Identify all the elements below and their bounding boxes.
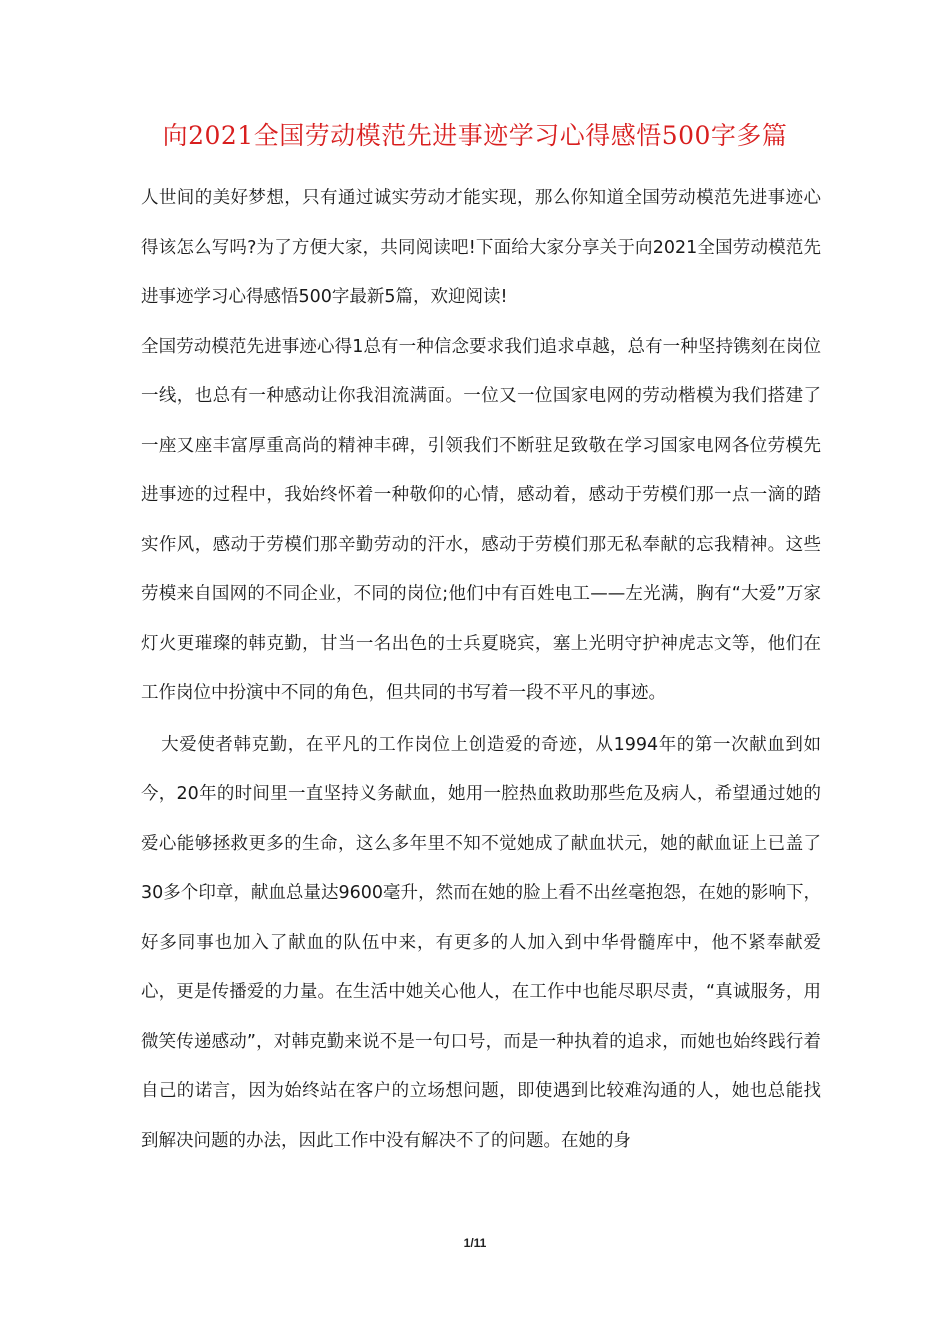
document-body [141,174,821,1166]
intro-paragraph: 人世间的美好梦想，只有通过诚实劳动才能实现，那么你知道全国劳动模范先进事迹心得该怎么写吗?为了方便大家，共同阅读吧!下面给大家分享关于向2021全国劳动模范先进事迹学习心得感悟500字最新5篇，欢迎阅读! [141,188,821,307]
body-paragraph-1: 全国劳动模范先进事迹心得1总有一种信念要求我们追求卓越，总有一种坚持镌刻在岗位一线，也总有一种感动让你我泪流满面。一位又一位国家电网的劳动楷模为我们搭建了一座又座丰富厚重高尚的精神丰碑，引领我们不断驻足致敬在学习国家电网各位劳模先进事迹的过程中，我始终怀着一种敬仰的心情，感动着，感动于劳模们那一点一滴的踏实作风，感动于劳模们那辛勤劳动的汗水，感动于劳模们那无私奉献的忘我精神。这些劳模来自国网的不同企业，不同的岗位;他们中有百姓电工——左光满，胸有“大爱”万家灯火更璀璨的韩克勤，甘当一名出色的士兵夏晓宾，塞上光明守护神虎志文等，他们在工作岗位中扮演中不同的角色，但共同的书写着一段不平凡的事迹。 [141,336,821,703]
body-paragraph-2: 大爱使者韩克勤，在平凡的工作岗位上创造爱的奇迹，从1994年的第一次献血到如今，20年的时间里一直坚持义务献血，她用一腔热血救助那些危及病人，希望通过她的爱心能够拯救更多的生命，这么多年里不知不觉她成了献血状元，她的献血证上已盖了30多个印章，献血总量达9600毫升，然而在她的脸上看不出丝毫抱怨，在她的影响下，好多同事也加入了献血的队伍中来，有更多的人加入到中华骨髓库中，他不紧奉献爱心，更是传播爱的力量。在生活中她关心他人，在工作中也能尽职尽责，“真诚服务，用微笑传递感动”，对韩克勤来说不是一句口号，而是一种执着的追求，而她也始终践行着自己的诺言，因为始终站在客户的立场想问题，即使遇到比较难沟通的人，她也总能找到解决问题的办法，因此工作中没有解决不了的问题。在她的身 [141,734,821,1151]
page-number: 1/11 [463,1236,487,1250]
document-title: 向2021全国劳动模范先进事迹学习心得感悟500字多篇 [162,121,788,150]
